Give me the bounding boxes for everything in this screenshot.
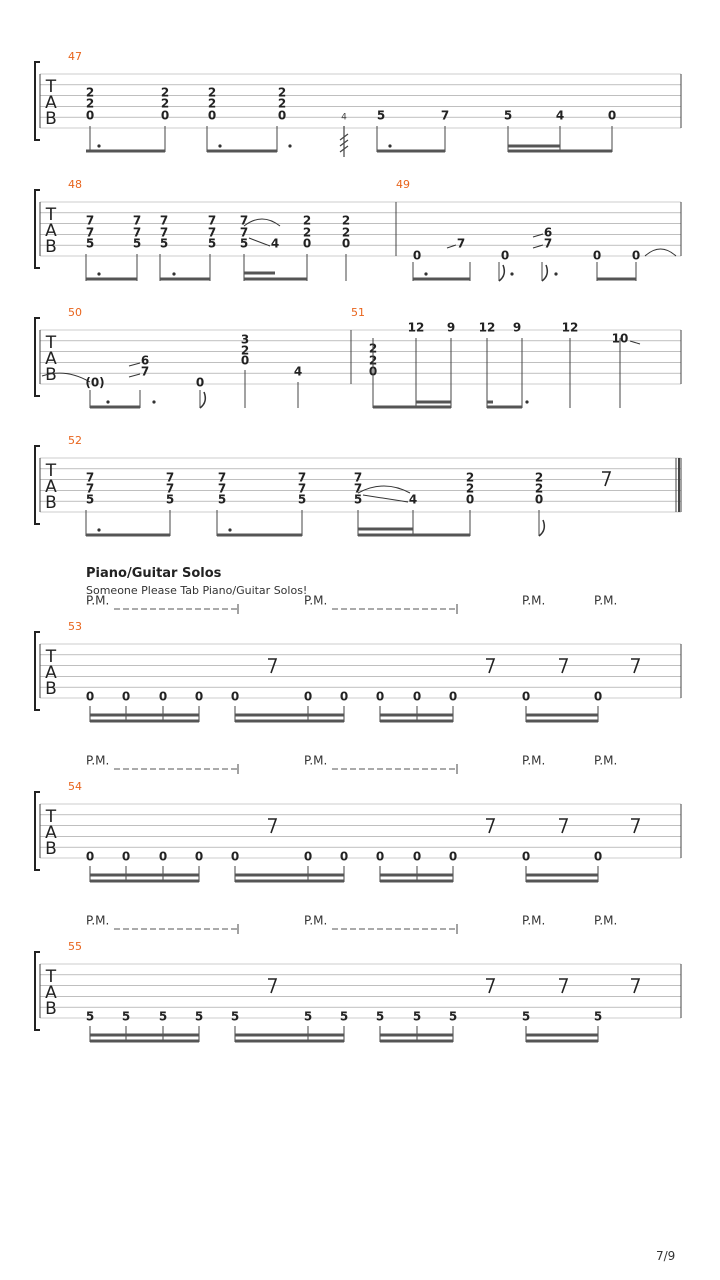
fret-number: 0 [521, 689, 531, 704]
fret-number: 7 [543, 236, 553, 251]
fret-number: 0 [521, 849, 531, 864]
fret-number: 0 [631, 248, 641, 263]
tab-clef-t: T [45, 333, 57, 353]
note-beam [526, 720, 598, 723]
fret-number: 0 [303, 849, 313, 864]
note-beam [90, 874, 199, 877]
fret-number: 0 [339, 689, 349, 704]
fret-number: 7 [217, 470, 227, 485]
fret-number: 0 [121, 689, 131, 704]
fret-number: 0 [230, 689, 240, 704]
fret-number: 4 [408, 492, 418, 507]
palm-mute-label: P.M. [304, 753, 328, 768]
tab-clef-a: A [45, 221, 57, 241]
tab-clef-t: T [45, 807, 57, 827]
fret-number: 0 [207, 108, 217, 123]
fret-number: 2 [85, 85, 95, 100]
fret-number: 0 [158, 849, 168, 864]
fret-number: 0 [121, 849, 131, 864]
tie-arc [244, 219, 280, 226]
fret-number: 2 [534, 481, 544, 496]
fret-number: 0 [412, 689, 422, 704]
fret-number: 0 [341, 236, 351, 251]
fret-number: 2 [160, 96, 170, 111]
note-beam [90, 406, 140, 409]
fret-number: 0 [194, 849, 204, 864]
fret-number: 2 [341, 225, 351, 240]
palm-mute-label: P.M. [304, 913, 328, 928]
measure-number: 47 [68, 50, 82, 63]
fret-number: 0 [302, 236, 312, 251]
system-bracket [35, 446, 40, 524]
system-bracket [35, 318, 40, 396]
note-beam [235, 714, 344, 717]
palm-mute-label: P.M. [522, 913, 546, 928]
note-beam [244, 272, 275, 275]
fret-number: 2 [368, 353, 378, 368]
fret-number: 2 [277, 85, 287, 100]
system-bracket [35, 952, 40, 1030]
tab-clef-a: A [45, 663, 57, 683]
fret-number: 5 [217, 492, 227, 507]
sixteenth-rest [486, 979, 494, 993]
fret-number: (0) [85, 375, 105, 390]
tab-clef-b: B [45, 237, 57, 257]
tab-clef-a: A [45, 477, 57, 497]
sixteenth-rest [631, 659, 639, 673]
tab-clef-t: T [45, 647, 57, 667]
note-beam [380, 874, 453, 877]
note-beam [217, 534, 302, 537]
grace-note-flags [340, 126, 348, 157]
palm-mute-label: P.M. [304, 593, 328, 608]
note-beam [508, 150, 612, 153]
fret-number: 2 [302, 213, 312, 228]
fret-number: 10 [611, 331, 629, 346]
note-beam [235, 874, 344, 877]
sixteenth-rest [559, 659, 567, 673]
fret-number: 0 [375, 689, 385, 704]
fret-number: 7 [165, 481, 175, 496]
fret-number: 5 [159, 236, 169, 251]
fret-number: 5 [339, 1009, 349, 1024]
note-beam [90, 1040, 199, 1043]
sixteenth-rest [631, 819, 639, 833]
note-beam [380, 714, 453, 717]
note-beam [244, 278, 307, 281]
note-beam [380, 1034, 453, 1037]
measure-number: 54 [68, 780, 82, 793]
fret-number: 7 [85, 213, 95, 228]
note-beam [207, 150, 277, 153]
note-beam [86, 278, 137, 281]
measure-number: 55 [68, 940, 82, 953]
note-flag [542, 265, 547, 281]
rhythm-dot [97, 144, 100, 147]
fret-number: 7 [239, 225, 249, 240]
sixteenth-rest [559, 819, 567, 833]
fret-number: 7 [85, 225, 95, 240]
note-beam [597, 278, 636, 281]
fret-number: 2 [534, 470, 544, 485]
sixteenth-rest [486, 659, 494, 673]
fret-number: 12 [407, 320, 425, 335]
fret-number: 0 [85, 849, 95, 864]
fret-number: 5 [376, 108, 386, 123]
slide-line [249, 238, 270, 246]
fret-number: 7 [159, 225, 169, 240]
fret-number: 5 [353, 492, 363, 507]
fret-number: 5 [303, 1009, 313, 1024]
fret-number: 2 [85, 96, 95, 111]
sixteenth-rest [268, 819, 276, 833]
fret-number: 5 [230, 1009, 240, 1024]
fret-number: 0 [85, 108, 95, 123]
note-beam [90, 714, 199, 717]
measure-number: 49 [396, 178, 410, 191]
fret-number: 7 [353, 470, 363, 485]
fret-number: 0 [368, 364, 378, 379]
slide-line [630, 341, 640, 344]
tab-clef-b: B [45, 109, 57, 129]
fret-number: 7 [297, 481, 307, 496]
fret-number: 4 [555, 108, 565, 123]
fret-number: 0 [158, 689, 168, 704]
fret-number: 7 [132, 213, 142, 228]
rhythm-dot [424, 272, 427, 275]
fret-number: 2 [465, 470, 475, 485]
sixteenth-rest [559, 979, 567, 993]
tab-clef-a: A [45, 349, 57, 369]
note-beam [413, 278, 470, 281]
palm-mute-label: P.M. [522, 753, 546, 768]
fret-number: 0 [240, 353, 250, 368]
fret-number: 0 [500, 248, 510, 263]
rhythm-dot [97, 528, 100, 531]
rhythm-dot [172, 272, 175, 275]
fret-number: 5 [239, 236, 249, 251]
sixteenth-rest [268, 659, 276, 673]
note-beam [86, 534, 170, 537]
sixteenth-rest [486, 819, 494, 833]
note-beam [526, 714, 598, 717]
fret-number: 0 [593, 689, 603, 704]
note-flag [200, 392, 205, 408]
note-beam [380, 880, 453, 883]
page-number: 7/9 [656, 1249, 676, 1263]
note-beam [90, 1034, 199, 1037]
fret-number: 5 [121, 1009, 131, 1024]
fret-number: 5 [132, 236, 142, 251]
palm-mute-label: P.M. [86, 753, 110, 768]
fret-number: 2 [160, 85, 170, 100]
system-bracket [35, 62, 40, 140]
fret-number: 2 [302, 225, 312, 240]
fret-number: 3 [240, 332, 250, 347]
rhythm-dot [97, 272, 100, 275]
fret-number: 7 [353, 481, 363, 496]
palm-mute-label: P.M. [86, 913, 110, 928]
note-beam [358, 528, 413, 531]
fret-number: 0 [339, 849, 349, 864]
fret-number: 2 [277, 96, 287, 111]
fret-number: 12 [561, 320, 579, 335]
fret-number: 7 [239, 213, 249, 228]
fret-number: 6 [543, 225, 553, 240]
fret-number: 5 [375, 1009, 385, 1024]
fret-number: 5 [297, 492, 307, 507]
measure-number: 52 [68, 434, 82, 447]
fret-number: 5 [448, 1009, 458, 1024]
fret-number: 0 [448, 849, 458, 864]
section-subtitle: Someone Please Tab Piano/Guitar Solos! [86, 584, 308, 597]
fret-number: 0 [465, 492, 475, 507]
note-beam [526, 874, 598, 877]
fret-number: 5 [85, 1009, 95, 1024]
tab-clef-b: B [45, 365, 57, 385]
fret-number: 5 [412, 1009, 422, 1024]
tie-arc [358, 486, 410, 493]
fret-number: 0 [412, 849, 422, 864]
note-beam [416, 401, 451, 404]
fret-number: 7 [207, 225, 217, 240]
fret-number: 5 [593, 1009, 603, 1024]
fret-number: 5 [165, 492, 175, 507]
measure-number: 51 [351, 306, 365, 319]
note-beam [160, 278, 210, 281]
palm-mute-label: P.M. [86, 593, 110, 608]
fret-number: 5 [503, 108, 513, 123]
system-bracket [35, 792, 40, 870]
fret-number: 7 [207, 213, 217, 228]
fret-number: 0 [534, 492, 544, 507]
tab-clef-b: B [45, 999, 57, 1019]
tab-clef-a: A [45, 823, 57, 843]
fret-number: 2 [207, 96, 217, 111]
note-beam [235, 1034, 344, 1037]
fret-number: 7 [217, 481, 227, 496]
note-flag [499, 265, 504, 281]
tab-clef-a: A [45, 983, 57, 1003]
fret-number: 2 [341, 213, 351, 228]
section-title: Piano/Guitar Solos [86, 566, 222, 581]
tab-clef-b: B [45, 839, 57, 859]
note-beam [377, 150, 445, 153]
note-beam [487, 406, 522, 409]
fret-number: 5 [85, 236, 95, 251]
tie-arc [645, 249, 676, 256]
fret-number: 9 [446, 320, 456, 335]
fret-number: 7 [140, 364, 150, 379]
measure-number: 50 [68, 306, 82, 319]
fret-number: 4 [293, 364, 303, 379]
fret-number: 7 [85, 470, 95, 485]
rhythm-dot [228, 528, 231, 531]
note-beam [380, 1040, 453, 1043]
note-beam [90, 720, 199, 723]
measure-number: 48 [68, 178, 82, 191]
note-beam [235, 1040, 344, 1043]
fret-number: 0 [85, 689, 95, 704]
fret-number: 7 [159, 213, 169, 228]
measure-number: 53 [68, 620, 82, 633]
fret-number: 5 [85, 492, 95, 507]
palm-mute-label: P.M. [594, 913, 618, 928]
fret-number: 0 [448, 689, 458, 704]
note-beam [526, 1040, 598, 1043]
note-beam [487, 401, 493, 404]
sixteenth-rest [268, 979, 276, 993]
fret-number: 2 [240, 343, 250, 358]
rhythm-dot [525, 400, 528, 403]
rhythm-dot [218, 144, 221, 147]
rhythm-dot [288, 144, 291, 147]
fret-number: 7 [132, 225, 142, 240]
tab-clef-t: T [45, 461, 57, 481]
fret-number: 7 [85, 481, 95, 496]
fret-number: 5 [158, 1009, 168, 1024]
rhythm-dot [554, 272, 557, 275]
note-flag [539, 520, 544, 536]
fret-number: 0 [230, 849, 240, 864]
fret-number: 5 [207, 236, 217, 251]
fret-number: 2 [465, 481, 475, 496]
note-beam [358, 534, 470, 537]
fret-number: 0 [593, 849, 603, 864]
fret-number: 0 [303, 689, 313, 704]
tab-clef-b: B [45, 493, 57, 513]
fret-number: 7 [297, 470, 307, 485]
note-beam [380, 720, 453, 723]
fret-number: 9 [512, 320, 522, 335]
palm-mute-label: P.M. [594, 593, 618, 608]
sixteenth-rest [602, 472, 610, 486]
fret-number: 0 [277, 108, 287, 123]
tab-clef-t: T [45, 77, 57, 97]
fret-number: 0 [412, 248, 422, 263]
palm-mute-label: P.M. [522, 593, 546, 608]
fret-number: 5 [521, 1009, 531, 1024]
fret-number: 7 [440, 108, 450, 123]
fret-number: 6 [140, 353, 150, 368]
tab-clef-t: T [45, 205, 57, 225]
rhythm-dot [106, 400, 109, 403]
note-beam [526, 1034, 598, 1037]
fret-number: 12 [478, 320, 496, 335]
note-beam [235, 720, 344, 723]
fret-number: 0 [592, 248, 602, 263]
fret-number: 5 [194, 1009, 204, 1024]
tab-clef-a: A [45, 93, 57, 113]
rhythm-dot [388, 144, 391, 147]
system-bracket [35, 632, 40, 710]
fret-number: 2 [368, 341, 378, 356]
note-beam [90, 880, 199, 883]
palm-mute-label: P.M. [594, 753, 618, 768]
note-beam [373, 406, 451, 409]
fret-number: 2 [207, 85, 217, 100]
fret-number: 4 [270, 236, 280, 251]
tab-clef-t: T [45, 967, 57, 987]
note-beam [235, 880, 344, 883]
fret-number: 0 [607, 108, 617, 123]
grace-fret-number: 4 [341, 112, 347, 123]
fret-number: 0 [195, 375, 205, 390]
fret-number: 0 [160, 108, 170, 123]
system-bracket [35, 190, 40, 268]
fret-number: 0 [375, 849, 385, 864]
fret-number: 7 [165, 470, 175, 485]
note-beam [508, 145, 560, 148]
note-beam [526, 880, 598, 883]
slide-line [129, 374, 140, 377]
sixteenth-rest [631, 979, 639, 993]
slide-line [129, 363, 140, 366]
fret-number: 7 [456, 236, 466, 251]
rhythm-dot [510, 272, 513, 275]
rhythm-dot [152, 400, 155, 403]
fret-number: 0 [194, 689, 204, 704]
note-beam [86, 150, 165, 153]
tab-clef-b: B [45, 679, 57, 699]
